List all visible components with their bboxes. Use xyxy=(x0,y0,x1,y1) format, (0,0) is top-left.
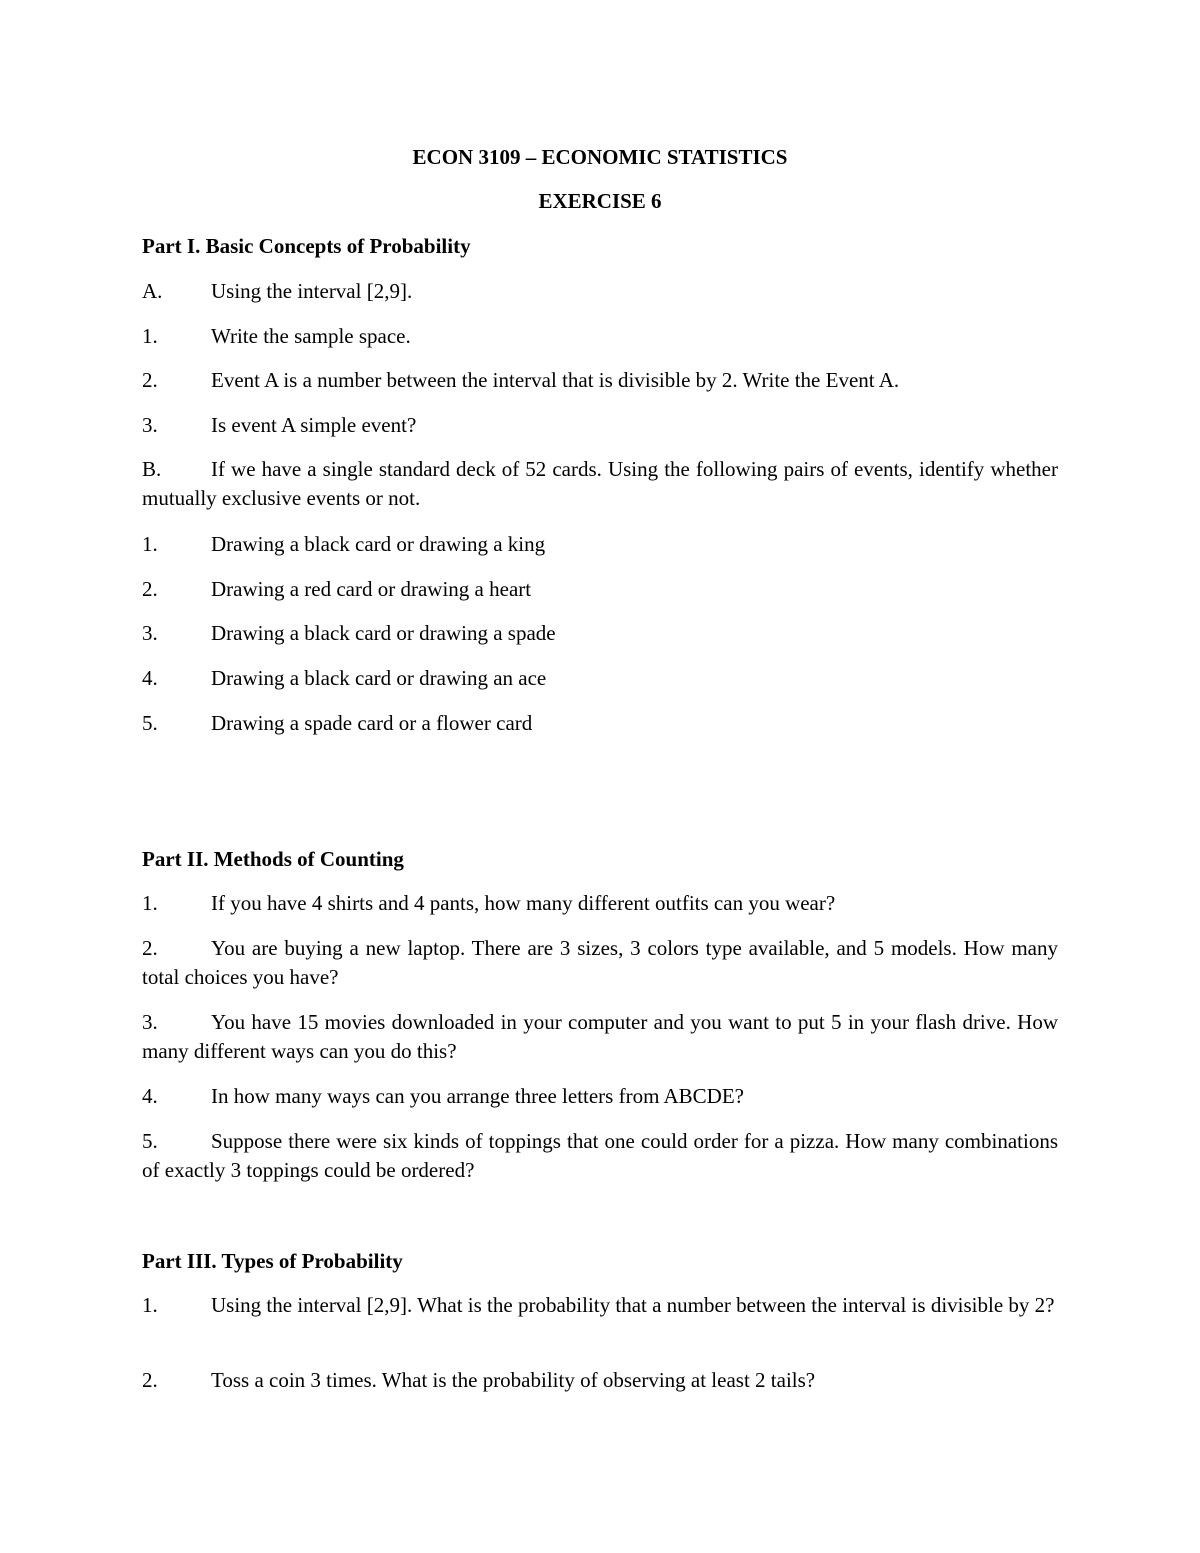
list-item-text: You have 15 movies downloaded in your computer and you want to put 5 in your flash drive. How many different ways can you do this? xyxy=(142,1010,1058,1063)
list-item-marker: 3. xyxy=(142,413,158,437)
list-item xyxy=(142,934,1058,992)
list-item-marker: 3. xyxy=(142,621,158,645)
list-item-text: Event A is a number between the interval that is divisible by 2. Write the Event A. xyxy=(211,368,900,392)
list-item-text: Using the interval [2,9]. What is the probability that a number between the interval is divisible by 2? xyxy=(211,1293,1055,1317)
section-a xyxy=(142,277,1058,306)
list-item xyxy=(142,619,1058,648)
list-item xyxy=(142,366,1058,395)
list-item xyxy=(142,322,1058,351)
list-item-text: Drawing a black card or drawing an ace xyxy=(211,666,547,690)
list-item-text: Write the sample space. xyxy=(211,324,411,348)
list-item xyxy=(142,411,1058,440)
list-item-marker: 3. xyxy=(142,1010,158,1034)
part2-heading: Part II. Methods of Counting xyxy=(142,847,404,871)
list-item xyxy=(142,530,1058,559)
list-item-marker: 2. xyxy=(142,577,158,601)
list-item-marker: 5. xyxy=(142,711,158,735)
list-item-marker: 2. xyxy=(142,936,158,960)
list-item xyxy=(142,575,1058,604)
part1-heading: Part I. Basic Concepts of Probability xyxy=(142,234,471,258)
list-item-text: Toss a coin 3 times. What is the probability of observing at least 2 tails? xyxy=(211,1368,816,1392)
list-item xyxy=(142,1291,1058,1320)
list-item-marker: 4. xyxy=(142,666,158,690)
list-item xyxy=(142,889,1058,918)
list-item-marker: 4. xyxy=(142,1084,158,1108)
section-b-text: If we have a single standard deck of 52 cards. Using the following pairs of events, identify whether mutually exclusive events or not. xyxy=(142,457,1058,510)
list-item xyxy=(142,1082,1058,1111)
list-item-text: In how many ways can you arrange three letters from ABCDE? xyxy=(211,1084,744,1108)
list-item xyxy=(142,1366,1058,1395)
list-item-marker: 2. xyxy=(142,1368,158,1392)
list-item-text: Drawing a black card or drawing a king xyxy=(211,532,546,556)
list-item-marker: 2. xyxy=(142,368,158,392)
list-item-marker: 1. xyxy=(142,891,158,915)
list-item-marker: 5. xyxy=(142,1129,158,1153)
section-b-marker: B. xyxy=(142,457,162,481)
list-item xyxy=(142,709,1058,738)
list-item-text: Drawing a spade card or a flower card xyxy=(211,711,533,735)
list-item-text: Drawing a red card or drawing a heart xyxy=(211,577,532,601)
list-item xyxy=(142,1008,1058,1066)
course-title: ECON 3109 – ECONOMIC STATISTICS xyxy=(412,145,788,169)
list-item xyxy=(142,664,1058,693)
list-item-text: Drawing a black card or drawing a spade xyxy=(211,621,556,645)
list-item-text: You are buying a new laptop. There are 3 sizes, 3 colors type available, and 5 models. How many total choices you have? xyxy=(142,936,1058,989)
section-a-marker: A. xyxy=(142,279,163,303)
section-a-text: Using the interval [2,9]. xyxy=(211,279,413,303)
part3-heading: Part III. Types of Probability xyxy=(142,1249,403,1273)
section-b xyxy=(142,455,1058,513)
list-item-text: Suppose there were six kinds of toppings that one could order for a pizza. How many combinations of exactly 3 toppings could be ordered? xyxy=(142,1129,1058,1182)
list-item-marker: 1. xyxy=(142,324,158,348)
exercise-title: EXERCISE 6 xyxy=(538,189,662,213)
list-item-text: If you have 4 shirts and 4 pants, how many different outfits can you wear? xyxy=(211,891,836,915)
list-item-text: Is event A simple event? xyxy=(211,413,417,437)
list-item-marker: 1. xyxy=(142,532,158,556)
list-item-marker: 1. xyxy=(142,1293,158,1317)
list-item xyxy=(142,1127,1058,1185)
